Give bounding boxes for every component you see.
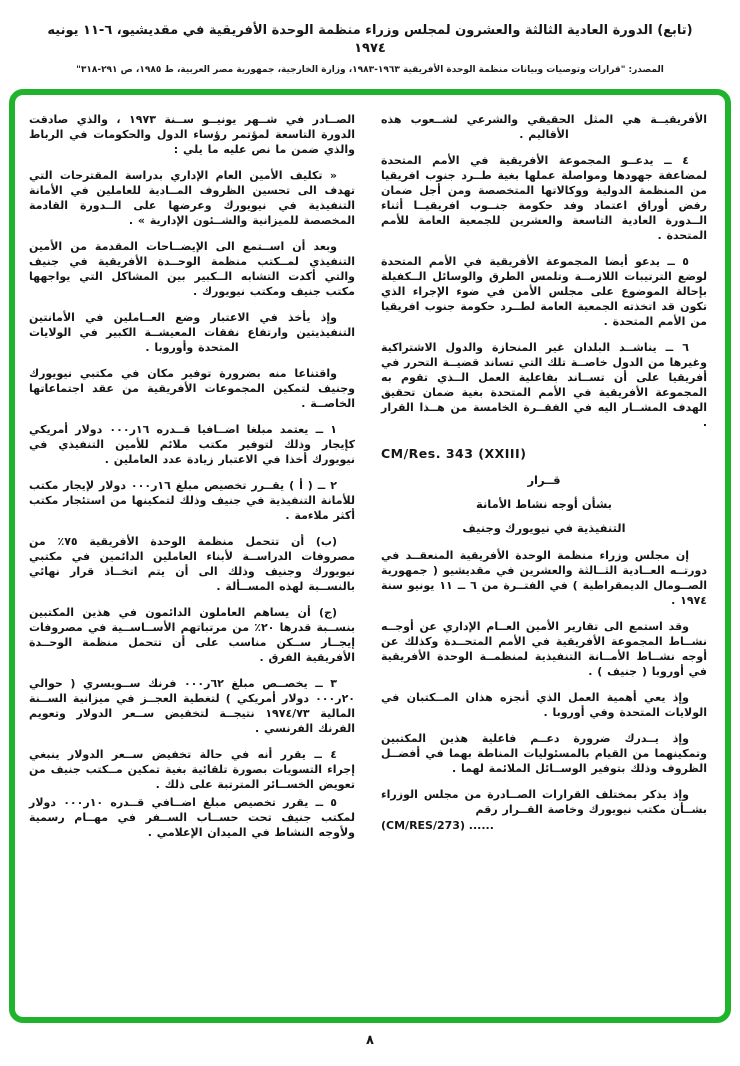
paragraph-decision-5: ٥ ــ يقرر تخصيص مبلغ اضــافي قــدره ١٠ر٠٠٠ دولار لمكتب جنيف تحت حســاب الســفر في مهــام رسمية ولأوجه النشاط في الميدان الإعلامي . <box>29 796 355 839</box>
paragraph-preamble-resolutions: وإذ يذكر بمختلف القرارات الصــادرة من مجلس الوزراء بشــأن مكتب نيويورك وخاصة القــرار رقم <box>381 788 707 816</box>
paragraph-continuation: الأفريقيــة هي المثل الحقيقي والشرعي لشــعوب هذه الأقاليم . <box>381 113 707 141</box>
paragraph-quoted-mandate: « تكليف الأمين العام الإداري بدراسة المقترحات التي تهدف الى تحسين الظروف المــادية للعاملين في الأمانة التنفيذية في نيويورك وعرضها على الــدورة القادمة المخصصة للميزانية والشــئون الإدارية » . <box>29 169 355 227</box>
paragraph-geneva-briefing: وبعد أن اســتمع الى الإيضــاحات المقدمة من الأمين التنفيذي لمــكتب منظمة الوحــدة الأفريقية في جنيف والتي أكدت التشابه الــكبير بين المشاكل التي يواجهها مكتب جنيف ومكتب نيويورك . <box>29 240 355 298</box>
paragraph-item-6: ٦ ــ يناشــد البلدان غير المنحازة والدول الاشتراكية وغيرها من الدول خاصــة تلك التي تساند قضيــة التحرر في أفريقيا على أن تســاند بفاعلية العمل الــذي تقوم به المجموعة الأفريقية في الأمم المتحدة بغية ضمان تحقيق الهدف المشــار اليه في الفقــرة الخامسة من هــذا القرار . <box>380 341 707 429</box>
paragraph-decision-4: ٤ ــ يقرر أنه في حالة تخفيض ســعر الدولار ينبغي إجراء التسويات بصورة تلقائية بغية تمكين مــكتب جنيف من تعويض الخســائر المترتبة على ذلك . <box>29 748 355 791</box>
page-header <box>0 0 740 75</box>
document-title: (تابع) الدورة العادية الثالثة والعشرون لمجلس وزراء منظمة الوحدة الأفريقية في مقديشيو، ٦-١١ يونيه ١٩٧٤ <box>47 23 693 56</box>
paragraph-preamble-offices: وإذ يعي أهمية العمل الذي أنجزه هذان المــكتبان في الولايات المتحدة وفي أوروبا . <box>381 691 707 719</box>
paragraph-item-4: ٤ ــ يدعــو المجموعة الأفريقية في الأمم المتحدة لمضاعفة جهودها ومواصلة عملها بغية طــرد جنوب افريقيا من المنظمة الدولية ووكالاتها المتخصصة ومن أجل ضمان رفض أوراق اعتماد وفد حكومة جنــوب افريقيــا أثناء الــدورة العادية التاسعة والعشرين للجمعية العامة للأمم المتحدة . <box>381 154 707 242</box>
paragraph-decision-2b: (ب) أن تتحمل منظمة الوحدة الأفريقية ٧٥٪ من مصروفات الدراســة لأبناء العاملين الدائمين في مكتبي نيويورك وجنيف وذلك الى أن يتم اتخــاذ قرار نهائي بالنســبة لهذه المســألة . <box>29 535 355 593</box>
source-citation: المصدر: "قرارات وتوصيات وبيانات منظمة الوحدة الأفريقية ١٩٦٣-١٩٨٣، وزارة الخارجية، جمهورية مصر العربية، ط ١٩٨٥، ص ٢٩١-٣١٨" <box>76 65 664 75</box>
two-column-layout <box>29 112 707 1007</box>
resolution-heading <box>381 473 707 536</box>
column-right <box>381 112 707 1007</box>
paragraph-preamble-support: وإذ يــدرك ضرورة دعــم فاعلية هذين المكتبين وتمكينهما من القيام بالمسئوليات المناطة بهما في أفضــل الظروف وذلك بتوفير الوســائل الملائمة لهما . <box>381 732 707 775</box>
resolution-code: CM/Res. 343 (XXIII) <box>381 446 527 461</box>
paragraph-decision-2a: ٢ ــ ( أ ) يقــرر تخصيص مبلغ ١٦ر٠٠٠ دولار لإيجار مكتب للأمانة التنفيذية في جنيف وذلك لتمكينها من استئجار مكتب أكثر ملاءمة . <box>29 479 355 522</box>
paragraph-living-costs: وإذ يأخذ في الاعتبار وضع العــاملين في الأمانتين التنفيذيتين وارتفاع نفقات المعيشــة الكبير في الولايات المتحدة وأوروبا . <box>29 311 355 354</box>
referenced-resolution-code: (CM/RES/273) ...... <box>381 819 494 832</box>
page-footer <box>0 1033 740 1048</box>
resolution-heading-line-3: التنفيذية في نيويورك وجنيف <box>462 521 626 535</box>
resolution-heading-line-1: قــرار <box>527 473 561 487</box>
paragraph-continuation-1973: الصــادر في شــهر يونيــو ســنة ١٩٧٣ ، والذي صادقت الدورة التاسعة لمؤتمر رؤساء الدول والحكومات في الرباط والذي ضمن ما نص عليه ما يلي : <box>29 113 355 156</box>
paragraph-preamble-council: إن مجلس وزراء منظمة الوحدة الأفريقية المنعقــد في دورتــه العــادية الثــالثة والعشرين في مقديشيو ( جمهورية الصــومال الديمقراطية ) في الفتــرة من ٦ ــ ١١ يونيو سنة ١٩٧٤ . <box>381 549 707 607</box>
content-frame <box>9 89 731 1023</box>
paragraph-meeting-space: واقتناعا منه بضرورة توفير مكان في مكتبي نيويورك وجنيف لتمكين المجموعات الأفريقية من عقد اجتماعاتها الخاصــة . <box>29 367 355 410</box>
paragraph-decision-2c: (ج) أن يساهم العاملون الدائمون في هذين المكتبين بنســبة قدرها ٢٠٪ من مرتباتهم الأســاســية في مصروفات إيجــار ســكن مناسب على أن تتحمل منظمة الوحــدة الأفريقية الفرق . <box>29 606 356 664</box>
page-number: ٨ <box>366 1033 374 1048</box>
column-left <box>29 112 355 1007</box>
paragraph-item-5: ٥ ــ يدعو أيضا المجموعة الأفريقية في الأمم المتحدة لوضع الترتيبات اللازمــة وتلمس الطرق والوسائل الــكفيلة بإحالة الموضوع على مجلس الأمن في ضوء الإجراء الذي تكون قد اتخذته الجمعية العامة لطــرد حكومة جنوب افريقيا من الأمم المتحدة . <box>381 255 707 328</box>
paragraph-preamble-reports: وقد استمع الى تقارير الأمين العــام الإداري عن أوجــه نشــاط المجموعة الأفريقية في الأمم المتحــدة وكذلك عن أوجه نشــاط الأمــانة التنفيذية لمنظمــة الوحدة الأفريقية في أوروبا ( جنيف ) . <box>381 620 707 678</box>
paragraph-decision-3: ٣ ــ يخصــص مبلغ ٦٢ر٠٠٠ فرنك ســويسري ( حوالي ٢٠ر٠٠٠ دولار أمريكي ) لتغطية العجــز في ميزانية الســنة المالية ١٩٧٤/٧٣ نتيجــة لتخفيض ســعر الدولار وتعويم الفرنك الفرنسي . <box>29 677 355 735</box>
paragraph-decision-1: ١ ــ يعتمد مبلغا اضــافيا قــدره ١٦ر٠٠٠ دولار أمريكي كإيجار وذلك لتوفير مكتب ملائم للأمين التنفيذي في نيويورك أخذا في الاعتبار زيادة عدد العاملين . <box>29 423 355 466</box>
resolution-heading-line-2: بشأن أوجه نشاط الأمانة <box>475 497 613 511</box>
